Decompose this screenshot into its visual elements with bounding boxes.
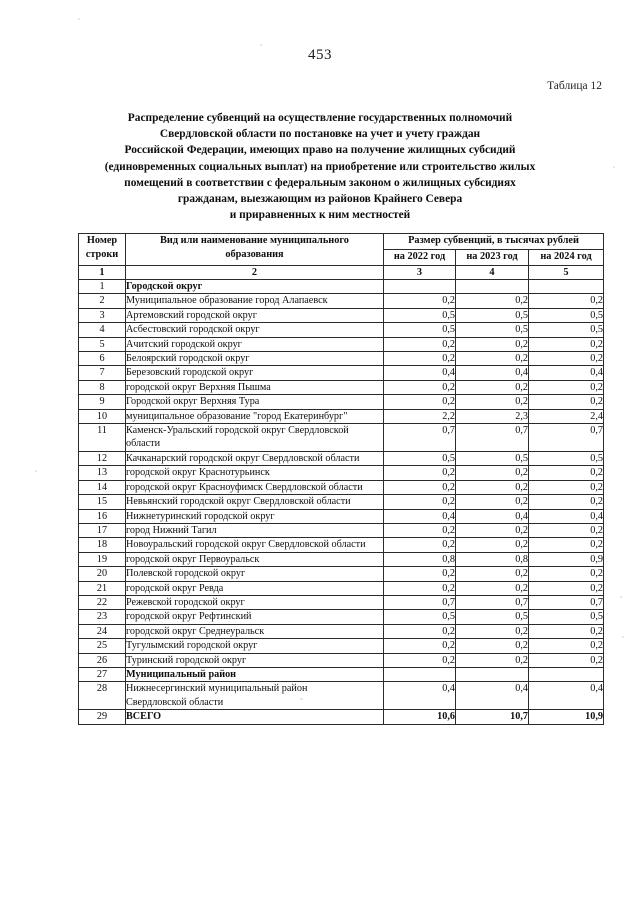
municipality-name-line: Невьянский городской округ Свердловской области <box>126 496 351 508</box>
column-number-2: 2 <box>126 266 384 280</box>
column-number-row <box>79 266 604 280</box>
table-row <box>79 653 604 667</box>
value-2022-cell: 0,2 <box>384 352 456 366</box>
table-row <box>79 610 604 624</box>
municipality-name-cell <box>126 595 384 609</box>
value-2022-cell: 0,2 <box>384 653 456 667</box>
value-2024-cell: 0,5 <box>529 308 604 322</box>
municipality-name-cell <box>126 395 384 409</box>
value-2024-cell: 10,9 <box>529 710 604 724</box>
row-number-cell: 2 <box>79 294 126 308</box>
value-2023-cell: 0,2 <box>456 380 529 394</box>
row-number-cell: 14 <box>79 480 126 494</box>
value-2023-cell: 0,7 <box>456 595 529 609</box>
row-number-cell: 28 <box>79 682 126 710</box>
value-2023-cell: 0,2 <box>456 466 529 480</box>
scan-speckle <box>35 470 37 472</box>
value-2023-cell: 0,2 <box>456 337 529 351</box>
title-line-3: Российской Федерации, имеющих право на получение жилищных субсидий <box>124 144 516 157</box>
municipality-name-cell <box>126 581 384 595</box>
value-2022-cell: 0,2 <box>384 480 456 494</box>
table-row <box>79 523 604 537</box>
title-line-5: помещений в соответствии с федеральным законом о жилищных субсидиях <box>124 176 516 189</box>
row-number-cell: 1 <box>79 280 126 294</box>
value-2022-cell: 0,2 <box>384 337 456 351</box>
value-2023-cell: 0,5 <box>456 451 529 465</box>
municipality-name-line: городской округ Первоуральск <box>126 553 260 565</box>
value-2023-cell <box>456 280 529 294</box>
municipality-name-line: Нижнетуринский городской округ <box>126 510 275 522</box>
header-amount-group: Размер субвенций, в тысячах рублей <box>384 234 604 250</box>
row-number-cell: 27 <box>79 667 126 681</box>
scan-speckle <box>78 18 80 20</box>
municipality-name-cell <box>126 466 384 480</box>
row-number-cell: 20 <box>79 567 126 581</box>
table-row <box>79 682 604 710</box>
municipality-name-cell <box>126 337 384 351</box>
municipality-name-line: Нижнесергинский муниципальный район <box>126 683 308 695</box>
table-row <box>79 552 604 566</box>
municipality-name-line: Артемовский городской округ <box>126 309 257 321</box>
municipality-name-cell <box>126 480 384 494</box>
value-2023-cell <box>456 667 529 681</box>
value-2024-cell: 0,2 <box>529 581 604 595</box>
municipality-name-cell <box>126 280 384 294</box>
value-2022-cell: 0,7 <box>384 595 456 609</box>
page-number: 453 <box>308 47 332 63</box>
value-2023-cell: 0,5 <box>456 323 529 337</box>
row-number-cell: 6 <box>79 352 126 366</box>
value-2024-cell: 0,5 <box>529 323 604 337</box>
value-2024-cell: 0,7 <box>529 595 604 609</box>
subventions-table <box>78 233 604 725</box>
header-name-line-1: Вид или наименование муниципального <box>160 235 349 246</box>
municipality-name-line: городской округ Рефтинский <box>126 611 252 623</box>
value-2024-cell: 0,2 <box>529 380 604 394</box>
value-2024-cell: 0,2 <box>529 653 604 667</box>
table-row <box>79 308 604 322</box>
municipality-name-cell <box>126 639 384 653</box>
table-row <box>79 710 604 724</box>
header-row-number-line-2: строки <box>85 248 119 260</box>
row-number-cell: 3 <box>79 308 126 322</box>
value-2024-cell <box>529 667 604 681</box>
empty-value <box>456 668 528 681</box>
value-2023-cell: 0,4 <box>456 366 529 380</box>
municipality-name-line: Туринский городской округ <box>126 654 247 666</box>
value-2022-cell: 0,2 <box>384 581 456 595</box>
value-2022-cell <box>384 280 456 294</box>
municipality-name-line: городской округ Красноуфимск Свердловской области <box>126 481 363 493</box>
municipality-name-cell <box>126 682 384 710</box>
table-row <box>79 424 604 452</box>
municipality-name-line: Каменск-Уральский городской округ Свердловской <box>126 425 349 437</box>
value-2024-cell: 0,5 <box>529 610 604 624</box>
municipality-name-cell <box>126 495 384 509</box>
table-row <box>79 595 604 609</box>
value-2024-cell: 0,2 <box>529 567 604 581</box>
value-2022-cell: 0,2 <box>384 523 456 537</box>
scan-speckle <box>613 166 615 168</box>
table-row <box>79 352 604 366</box>
scan-speckle <box>260 44 262 46</box>
value-2024-cell: 0,2 <box>529 480 604 494</box>
row-number-cell: 18 <box>79 538 126 552</box>
header-row-top <box>79 234 604 250</box>
municipality-name-line: Новоуральский городской округ Свердловской области <box>126 539 366 551</box>
empty-value <box>529 280 603 293</box>
municipality-name-line: городской округ Верхняя Пышма <box>126 381 271 393</box>
municipality-name-cell <box>126 323 384 337</box>
column-number-5: 5 <box>529 266 604 280</box>
value-2022-cell: 0,2 <box>384 567 456 581</box>
municipality-name-line: Тугулымский городской округ <box>126 640 258 652</box>
municipality-name-cell <box>126 509 384 523</box>
municipality-name-cell <box>126 424 384 452</box>
table-row <box>79 337 604 351</box>
column-number-3: 3 <box>384 266 456 280</box>
table-row <box>79 495 604 509</box>
value-2022-cell: 0,2 <box>384 538 456 552</box>
value-2022-cell: 0,4 <box>384 366 456 380</box>
value-2023-cell: 0,2 <box>456 567 529 581</box>
value-2024-cell: 0,4 <box>529 682 604 710</box>
table-label: Таблица 12 <box>547 80 602 92</box>
row-number-cell: 19 <box>79 552 126 566</box>
value-2024-cell: 0,4 <box>529 509 604 523</box>
row-number-cell: 24 <box>79 624 126 638</box>
municipality-name-cell <box>126 567 384 581</box>
header-year-2023: на 2023 год <box>456 250 529 266</box>
value-2022-cell: 0,2 <box>384 495 456 509</box>
row-number-cell: 15 <box>79 495 126 509</box>
municipality-name-line: области <box>126 438 161 450</box>
value-2024-cell: 0,7 <box>529 424 604 452</box>
subventions-table-container <box>78 233 603 725</box>
value-2023-cell: 0,4 <box>456 509 529 523</box>
table-row <box>79 294 604 308</box>
scan-speckle <box>622 636 624 638</box>
municipality-name-cell <box>126 667 384 681</box>
municipality-name-line: городской округ Ревда <box>126 582 224 594</box>
municipality-name-line: ВСЕГО <box>126 711 162 723</box>
municipality-name-line: Муниципальный район <box>126 668 237 680</box>
table-row <box>79 624 604 638</box>
value-2023-cell: 0,2 <box>456 581 529 595</box>
row-number-cell: 25 <box>79 639 126 653</box>
title-line-6: гражданам, выезжающим из районов Крайнего Севера <box>177 193 463 206</box>
municipality-name-line: Качканарский городской округ Свердловской области <box>126 452 360 464</box>
municipality-name-cell <box>126 308 384 322</box>
title-line-7: и приравненных к ним местностей <box>229 209 411 222</box>
municipality-name-line: Муниципальное образование город Алапаевск <box>126 295 328 307</box>
municipality-name-line: Белоярский городской округ <box>126 353 250 365</box>
value-2022-cell: 0,2 <box>384 294 456 308</box>
table-row <box>79 380 604 394</box>
value-2022-cell: 0,2 <box>384 624 456 638</box>
header-name-line-2: образования <box>225 248 284 260</box>
value-2022-cell: 0,2 <box>384 380 456 394</box>
municipality-name-cell <box>126 380 384 394</box>
municipality-name-cell <box>126 451 384 465</box>
value-2022-cell: 10,6 <box>384 710 456 724</box>
municipality-name-line: Городской округ Верхняя Тура <box>126 396 260 408</box>
value-2023-cell: 0,2 <box>456 639 529 653</box>
row-number-cell: 5 <box>79 337 126 351</box>
table-row <box>79 639 604 653</box>
value-2023-cell: 0,2 <box>456 294 529 308</box>
municipality-name-line: Березовский городской округ <box>126 367 254 379</box>
municipality-name-line: городской округ Краснотурьинск <box>126 467 270 479</box>
value-2024-cell: 0,2 <box>529 523 604 537</box>
value-2022-cell: 0,5 <box>384 451 456 465</box>
value-2024-cell: 0,9 <box>529 552 604 566</box>
value-2022-cell: 0,5 <box>384 308 456 322</box>
value-2023-cell: 0,2 <box>456 352 529 366</box>
value-2022-cell: 0,2 <box>384 639 456 653</box>
empty-value <box>529 668 603 681</box>
value-2024-cell: 0,2 <box>529 337 604 351</box>
value-2022-cell: 0,4 <box>384 509 456 523</box>
municipality-name-line: Городской округ <box>126 281 203 292</box>
value-2024-cell: 0,2 <box>529 495 604 509</box>
value-2023-cell: 0,2 <box>456 538 529 552</box>
municipality-name-line: город Нижний Тагил <box>126 524 217 536</box>
row-number-cell: 9 <box>79 395 126 409</box>
value-2022-cell: 0,5 <box>384 610 456 624</box>
table-row <box>79 466 604 480</box>
row-number-cell: 4 <box>79 323 126 337</box>
row-number-cell: 10 <box>79 409 126 423</box>
municipality-name-line: Асбестовский городской округ <box>126 324 260 336</box>
municipality-name-line: Свердловской области <box>126 696 224 708</box>
table-row <box>79 366 604 380</box>
title-line-1: Распределение субвенций на осуществление государственных полномочий <box>127 112 513 124</box>
value-2023-cell: 2,3 <box>456 409 529 423</box>
value-2023-cell: 0,5 <box>456 610 529 624</box>
value-2022-cell: 2,2 <box>384 409 456 423</box>
empty-value <box>384 280 455 293</box>
value-2023-cell: 0,2 <box>456 395 529 409</box>
value-2024-cell <box>529 280 604 294</box>
row-number-cell: 8 <box>79 380 126 394</box>
row-number-cell: 7 <box>79 366 126 380</box>
table-row <box>79 409 604 423</box>
row-number-cell: 16 <box>79 509 126 523</box>
value-2024-cell: 0,2 <box>529 624 604 638</box>
municipality-name-cell <box>126 352 384 366</box>
value-2024-cell: 0,2 <box>529 538 604 552</box>
municipality-name-cell <box>126 409 384 423</box>
value-2024-cell: 0,5 <box>529 451 604 465</box>
value-2023-cell: 0,4 <box>456 682 529 710</box>
row-number-cell: 12 <box>79 451 126 465</box>
value-2022-cell: 0,2 <box>384 395 456 409</box>
title-line-4: (единовременных социальных выплат) на приобретение или строительство жилых <box>104 160 536 173</box>
column-number-4: 4 <box>456 266 529 280</box>
table-row <box>79 280 604 294</box>
table-body <box>79 280 604 725</box>
value-2022-cell: 0,4 <box>384 682 456 710</box>
row-number-cell: 22 <box>79 595 126 609</box>
municipality-name-line: муниципальное образование "город Екатеринбург" <box>126 410 348 422</box>
value-2023-cell: 0,2 <box>456 653 529 667</box>
value-2023-cell: 0,2 <box>456 523 529 537</box>
municipality-name-cell <box>126 653 384 667</box>
value-2023-cell: 0,2 <box>456 624 529 638</box>
value-2023-cell: 0,7 <box>456 424 529 452</box>
scan-speckle <box>620 596 622 598</box>
title-line-2: Свердловской области по постановке на учет и учету граждан <box>159 128 481 141</box>
municipality-name-cell <box>126 610 384 624</box>
municipality-name-line: Режевской городской округ <box>126 596 245 608</box>
header-year-2022: на 2022 год <box>384 250 456 266</box>
municipality-name-cell <box>126 523 384 537</box>
municipality-name-cell <box>126 294 384 308</box>
value-2024-cell: 0,2 <box>529 395 604 409</box>
municipality-name-line: городской округ Среднеуральск <box>126 625 265 637</box>
table-row <box>79 395 604 409</box>
value-2023-cell: 0,8 <box>456 552 529 566</box>
value-2022-cell: 0,8 <box>384 552 456 566</box>
row-number-cell: 21 <box>79 581 126 595</box>
value-2022-cell <box>384 667 456 681</box>
value-2022-cell: 0,5 <box>384 323 456 337</box>
table-row <box>79 567 604 581</box>
municipality-name-line: Ачитский городской округ <box>126 338 242 350</box>
table-row <box>79 581 604 595</box>
header-row-number <box>79 234 126 266</box>
value-2022-cell: 0,2 <box>384 466 456 480</box>
row-number-cell: 13 <box>79 466 126 480</box>
municipality-name-cell <box>126 624 384 638</box>
column-number-1: 1 <box>79 266 126 280</box>
table-row <box>79 538 604 552</box>
value-2024-cell: 2,4 <box>529 409 604 423</box>
table-row <box>79 509 604 523</box>
row-number-cell: 29 <box>79 710 126 724</box>
table-row <box>79 480 604 494</box>
table-row <box>79 451 604 465</box>
value-2024-cell: 0,4 <box>529 366 604 380</box>
header-municipality-name <box>126 234 384 266</box>
municipality-name-line: Полевской городской округ <box>126 568 246 580</box>
row-number-cell: 26 <box>79 653 126 667</box>
header-year-2024: на 2024 год <box>529 250 604 266</box>
municipality-name-cell <box>126 366 384 380</box>
value-2024-cell: 0,2 <box>529 294 604 308</box>
value-2023-cell: 0,2 <box>456 495 529 509</box>
value-2022-cell: 0,7 <box>384 424 456 452</box>
table-row <box>79 667 604 681</box>
value-2024-cell: 0,2 <box>529 466 604 480</box>
empty-value <box>456 280 528 293</box>
value-2024-cell: 0,2 <box>529 639 604 653</box>
municipality-name-cell <box>126 538 384 552</box>
table-head <box>79 234 604 280</box>
value-2023-cell: 0,2 <box>456 480 529 494</box>
value-2023-cell: 0,5 <box>456 308 529 322</box>
row-number-cell: 23 <box>79 610 126 624</box>
document-title <box>70 110 570 223</box>
row-number-cell: 17 <box>79 523 126 537</box>
header-row-number-line-1: Номер <box>86 235 118 246</box>
value-2024-cell: 0,2 <box>529 352 604 366</box>
empty-value <box>384 668 455 681</box>
value-2023-cell: 10,7 <box>456 710 529 724</box>
row-number-cell: 11 <box>79 424 126 452</box>
municipality-name-cell <box>126 710 384 724</box>
municipality-name-cell <box>126 552 384 566</box>
table-row <box>79 323 604 337</box>
